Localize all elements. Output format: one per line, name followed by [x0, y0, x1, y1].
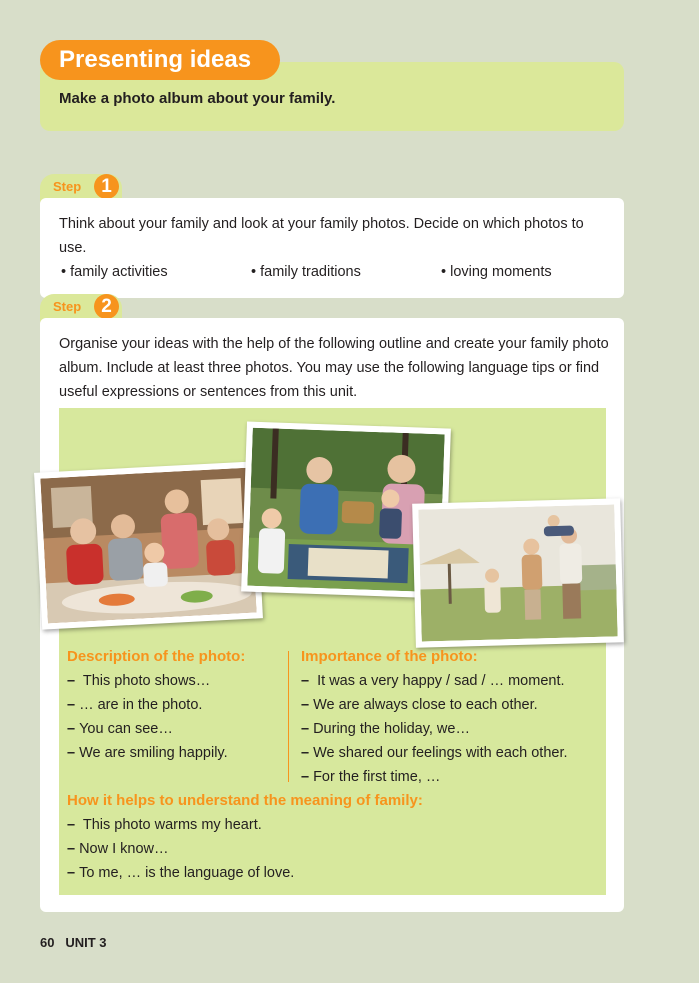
photo-family-outdoors: [412, 498, 624, 647]
description-tip-3: – You can see…: [67, 721, 173, 737]
importance-heading: Importance of the photo:: [301, 648, 478, 665]
page-footer: [40, 935, 106, 950]
tip-text: To me, … is the language of love.: [79, 865, 295, 881]
description-tip-1: – This photo shows…: [67, 673, 211, 689]
family-outdoors-image: [418, 504, 617, 641]
family-dinner-image: [40, 468, 256, 624]
description-heading: Description of the photo:: [67, 648, 246, 665]
tip-text: … are in the photo.: [79, 697, 203, 713]
tip-text: We are always close to each other.: [313, 697, 538, 713]
page-subtitle: Make a photo album about your family.: [59, 90, 336, 107]
description-tip-4: – We are smiling happily.: [67, 745, 228, 761]
tip-text: Now I know…: [79, 841, 169, 857]
page-title: Presenting ideas: [40, 40, 280, 80]
page-number: 60: [40, 935, 55, 950]
meaning-tip-1: – This photo warms my heart.: [67, 817, 262, 833]
step1-bullet-1: • family activities: [61, 264, 168, 280]
tip-text: It was a very happy / sad / … moment.: [317, 673, 565, 689]
photo-family-dinner: [34, 461, 263, 629]
meaning-tip-2: – Now I know…: [67, 841, 169, 857]
unit-label: UNIT 3: [65, 935, 107, 950]
step1-text: Think about your family and look at your family photos. Decide on which photos to use.: [59, 216, 584, 256]
bullet-text: loving moments: [450, 264, 552, 280]
importance-tip-5: – For the first time, …: [301, 769, 441, 785]
importance-tip-3: – During the holiday, we…: [301, 721, 470, 737]
tip-text: We are smiling happily.: [79, 745, 228, 761]
step2-text: Organise your ideas with the help of the following outline and create your family photo album. Include at least three photos. You may use the following language tips or find useful expressions or sentences from this unit.: [59, 336, 609, 400]
bullet-text: family traditions: [260, 264, 361, 280]
tip-text: You can see…: [79, 721, 173, 737]
step1-label: Step: [53, 179, 82, 194]
tip-text: We shared our feelings with each other.: [313, 745, 568, 761]
importance-tip-1: – It was a very happy / sad / … moment.: [301, 673, 565, 689]
meaning-tip-3: – To me, … is the language of love.: [67, 865, 295, 881]
importance-tip-2: – We are always close to each other.: [301, 697, 538, 713]
bullet-text: family activities: [70, 264, 168, 280]
tip-text: This photo shows…: [82, 673, 211, 689]
tip-text: During the holiday, we…: [313, 721, 470, 737]
step1-card: [40, 198, 624, 298]
importance-tip-4: – We shared our feelings with each other.: [301, 745, 568, 761]
step1-bullet-3: • loving moments: [441, 264, 552, 280]
step1-number: 1: [94, 174, 119, 199]
step2-number: 2: [94, 294, 119, 319]
description-tip-2: – … are in the photo.: [67, 697, 203, 713]
column-divider: [288, 651, 289, 782]
step2-label: Step: [53, 299, 82, 314]
tip-text: For the first time, …: [313, 769, 441, 785]
meaning-heading: How it helps to understand the meaning of family:: [67, 792, 423, 809]
tip-text: This photo warms my heart.: [82, 817, 262, 833]
step1-bullet-2: • family traditions: [251, 264, 361, 280]
